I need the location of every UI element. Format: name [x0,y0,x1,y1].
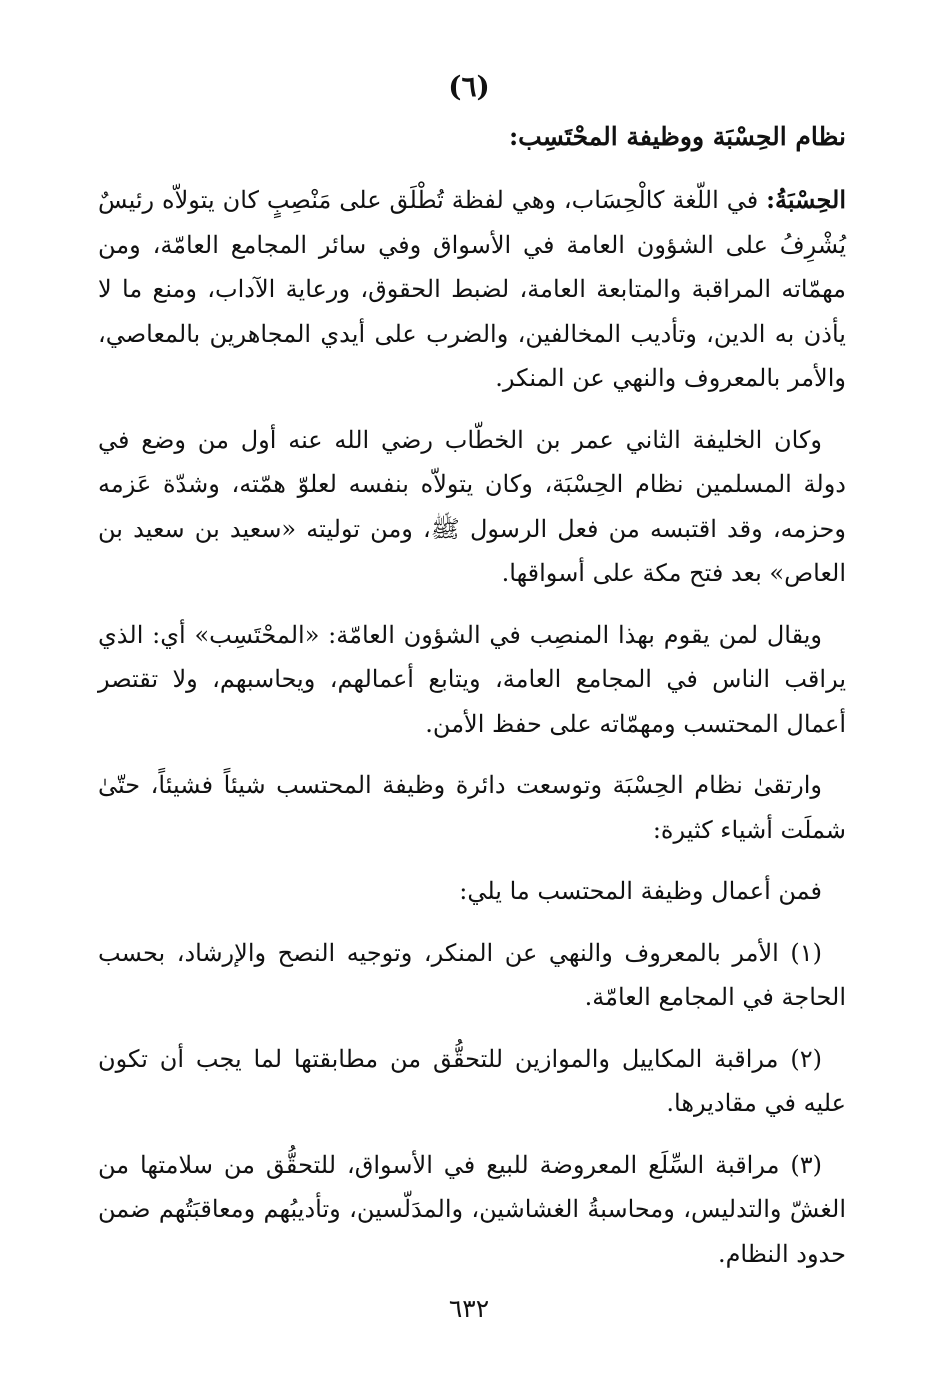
page-number: ٦٣٢ [448,1294,490,1323]
paragraph-duties-intro [98,869,846,914]
paragraph-text: فمن أعمال وظيفة المحتسب ما يلي: [459,877,822,905]
paragraph-text: وكان الخليفة الثاني عمر بن الخطّاب رضي الله عنه أول من وضع في دولة المسلمين نظام الحِسْبَة، وكان يتولاّه بنفسه لعلوّ همّته، وشدّة عَزمه وحزمه، وقد اقتبسه من فعل الرسول ﷺ، ومن توليته «سعيد بن سعيد بن العاص» بعد فتح مكة على أسواقها. [98,425,846,587]
paragraph-history [98,418,846,596]
list-item-text: (١) الأمر بالمعروف والنهي عن المنكر، وتوجيه النصح والإرشاد، بحسب الحاجة في المجامع العامّة. [98,938,846,1011]
list-item-text: (٢) مراقبة المكاييل والموازين للتحقُّق من مطابقتها لما يجب أن تكون عليه في مقاديرها. [98,1044,846,1117]
paragraph-text: وارتقىٰ نظام الحِسْبَة وتوسعت دائرة وظيفة المحتسب شيئاً فشيئاً، حتّىٰ شملَت أشياء كثيرة: [98,771,846,844]
paragraph-definition [98,178,846,401]
list-item-1 [98,931,846,1020]
paragraph-muhtasib [98,613,846,747]
paragraph-expansion [98,763,846,852]
list-item-2 [98,1037,846,1126]
chapter-number: (٦) [448,70,490,103]
list-item-3 [98,1143,846,1277]
paragraph-text: في اللّغة كالْحِسَاب، وهي لفظة تُطْلَق على مَنْصِبٍ كان يتولاّه رئيسٌ يُشْرِفُ على الشؤون العامة في الأسواق وفي سائر المجامع العامّة، ومن مهمّاته المراقبة والمتابعة العامة، لضبط الحقوق، ورعاية الآداب، ومنع ما لا يأذن به الدين، وتأديب المخالفين، والضرب على أيدي المجاهرين بالمعاصي، والأمر بالمعروف والنهي عن المنكر. [98,186,846,392]
section-heading: نظام الحِسْبَة ووظيفة المحْتَسِب: [508,122,846,151]
paragraph-text: ويقال لمن يقوم بهذا المنصِب في الشؤون العامّة: «المحْتَسِب» أي: الذي يراقب الناس في المجامع العامة، ويتابع أعمالهم، ويحاسبهم، ولا تقتصر أعمال المحتسب ومهمّاته على حفظ الأمن. [98,620,846,738]
list-item-text: (٣) مراقبة السِّلَع المعروضة للبيع في الأسواق، للتحقُّق من سلامتها من الغشّ والتدليس، ومحاسبةُ الغشاشين، والمدَلّسين، وتأديبُهم ومعاقبَتُهم ضمن حدود النظام. [98,1150,846,1268]
body-text [98,178,846,1293]
definition-term: الحِسْبَةُ: [766,185,846,214]
